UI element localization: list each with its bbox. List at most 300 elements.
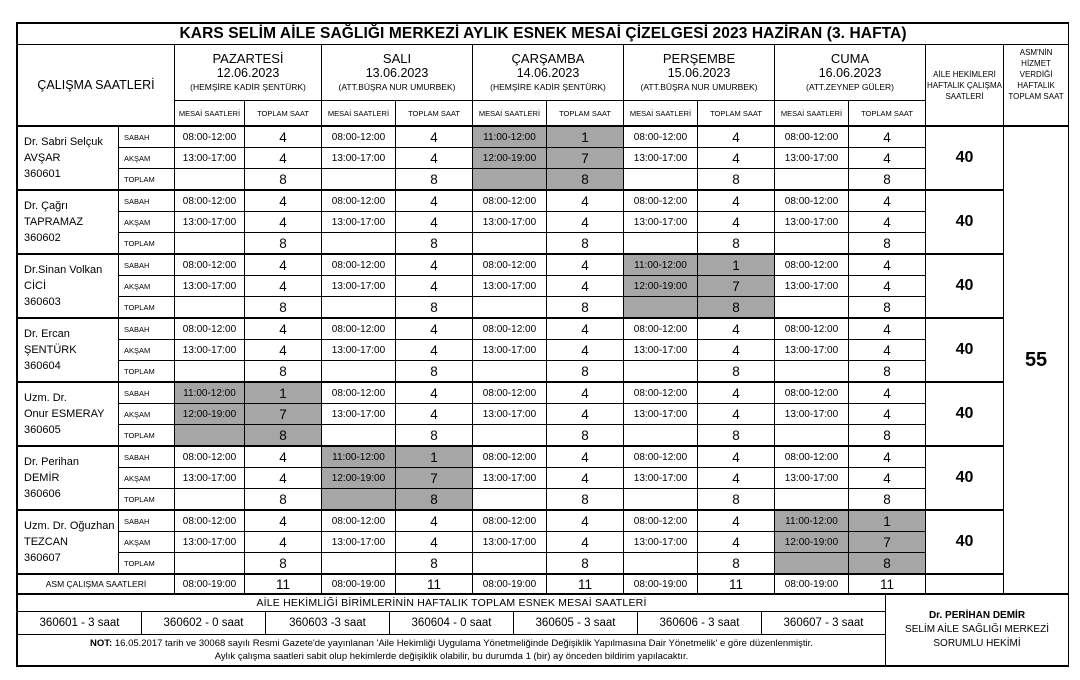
- doctor-name-line2: AVŞAR: [24, 152, 61, 164]
- doctor-row: [18, 468, 1069, 489]
- sabah-hours: 08:00-12:00: [175, 318, 245, 340]
- day-total-blank: [624, 489, 698, 511]
- day-total-blank: [775, 489, 849, 511]
- sabah-hours: 08:00-12:00: [624, 318, 698, 340]
- day-date: 14.06.2023: [516, 65, 580, 80]
- aksam-total: 4: [396, 148, 473, 169]
- aksam-hours: 13:00-17:00: [322, 212, 396, 233]
- mesai-saatleri-subheader: MESAİ SAATLERİ: [175, 101, 245, 127]
- doctor-row: [18, 382, 1069, 404]
- day-total-blank: [473, 361, 547, 383]
- toplam-saat-subheader: TOPLAM SAAT: [547, 101, 624, 127]
- sabah-hours: 11:00-12:00: [175, 382, 245, 404]
- row-label-toplam: TOPLAM: [119, 297, 175, 319]
- doctor-code: 360601: [24, 168, 61, 180]
- sabah-total: 4: [245, 254, 322, 276]
- asm-hours: 08:00-19:00: [775, 574, 849, 594]
- row-label-aksam: AKŞAM: [119, 212, 175, 233]
- flex-summary-item: 360606 - 3 saat: [638, 612, 762, 635]
- doctor-row: [18, 532, 1069, 553]
- aksam-hours: 13:00-17:00: [473, 404, 547, 425]
- day-total: 8: [849, 553, 926, 575]
- schedule-sheet: [16, 22, 1069, 667]
- aksam-total: 4: [849, 148, 926, 169]
- doctor-row: [18, 190, 1069, 212]
- sabah-hours: 11:00-12:00: [775, 510, 849, 532]
- signature-block: [886, 595, 1069, 666]
- doctor-row: [18, 233, 1069, 255]
- row-label-sabah: SABAH: [119, 382, 175, 404]
- aksam-total: 4: [698, 340, 775, 361]
- asm-total-hours: 11: [245, 574, 322, 594]
- sabah-hours: 08:00-12:00: [775, 318, 849, 340]
- footer-table: [17, 594, 1069, 666]
- aksam-total: 4: [396, 340, 473, 361]
- day-total-blank: [473, 233, 547, 255]
- sabah-total: 4: [547, 382, 624, 404]
- doctor-name-cell: [18, 190, 119, 254]
- sabah-total: 4: [396, 126, 473, 148]
- day-total-blank: [473, 297, 547, 319]
- asm-hours: 08:00-19:00: [624, 574, 698, 594]
- doctor-name-cell: [18, 382, 119, 446]
- aksam-total: 4: [849, 404, 926, 425]
- doctor-row: [18, 318, 1069, 340]
- day-total: 8: [245, 425, 322, 447]
- day-duty: (HEMŞİRE KADİR ŞENTÜRK): [490, 81, 606, 92]
- day-total: 8: [396, 553, 473, 575]
- aksam-hours: 13:00-17:00: [175, 468, 245, 489]
- weekly-hours: 40: [926, 382, 1004, 446]
- sabah-hours: 08:00-12:00: [473, 318, 547, 340]
- sabah-total: 4: [396, 318, 473, 340]
- row-label-sabah: SABAH: [119, 510, 175, 532]
- day-total-blank: [175, 169, 245, 191]
- aksam-total: 4: [245, 148, 322, 169]
- sabah-hours: 08:00-12:00: [175, 126, 245, 148]
- row-label-toplam: TOPLAM: [119, 169, 175, 191]
- row-label-toplam: TOPLAM: [119, 553, 175, 575]
- day-total-blank: [175, 361, 245, 383]
- row-label-aksam: AKŞAM: [119, 340, 175, 361]
- doctor-name-line2: DEMİR: [24, 472, 60, 484]
- note-block: [18, 635, 886, 666]
- row-label-toplam: TOPLAM: [119, 361, 175, 383]
- toplam-saat-subheader: TOPLAM SAAT: [396, 101, 473, 127]
- aksam-total: 4: [849, 212, 926, 233]
- sabah-total: 4: [698, 318, 775, 340]
- aksam-hours: 13:00-17:00: [775, 340, 849, 361]
- mesai-saatleri-subheader: MESAİ SAATLERİ: [473, 101, 547, 127]
- aksam-hours: 13:00-17:00: [322, 404, 396, 425]
- sabah-total: 4: [245, 510, 322, 532]
- day-total-blank: [322, 233, 396, 255]
- sabah-total: 4: [849, 318, 926, 340]
- aksam-total: 4: [547, 340, 624, 361]
- aksam-total: 4: [698, 404, 775, 425]
- day-total: 8: [245, 233, 322, 255]
- sabah-total: 4: [547, 510, 624, 532]
- aksam-hours: 13:00-17:00: [473, 468, 547, 489]
- doctor-row: [18, 254, 1069, 276]
- day-total: 8: [547, 489, 624, 511]
- asm-hours: 08:00-19:00: [473, 574, 547, 594]
- aksam-total: 4: [849, 276, 926, 297]
- sabah-total: 4: [849, 190, 926, 212]
- day-total: 8: [698, 297, 775, 319]
- doctor-row: [18, 510, 1069, 532]
- doctor-name-line2: TEZCAN: [24, 536, 68, 548]
- aksam-total: 4: [547, 468, 624, 489]
- aksam-hours: 13:00-17:00: [775, 276, 849, 297]
- aksam-total: 4: [698, 532, 775, 553]
- day-name: CUMA: [830, 50, 870, 66]
- doctor-name-line1: Uzm. Dr.: [24, 392, 67, 404]
- aksam-hours: 13:00-17:00: [624, 148, 698, 169]
- day-total: 8: [396, 361, 473, 383]
- aksam-hours: 12:00-19:00: [473, 148, 547, 169]
- row-label-sabah: SABAH: [119, 126, 175, 148]
- mesai-saatleri-subheader: MESAİ SAATLERİ: [322, 101, 396, 127]
- sabah-total: 4: [547, 318, 624, 340]
- aksam-hours: 12:00-19:00: [175, 404, 245, 425]
- doctor-code: 360604: [24, 360, 61, 372]
- day-total: 8: [698, 425, 775, 447]
- doctor-name-line2: Onur ESMERAY: [24, 408, 105, 420]
- aksam-total: 4: [698, 212, 775, 233]
- aksam-hours: 13:00-17:00: [175, 532, 245, 553]
- flex-summary-item: 360605 - 3 saat: [514, 612, 638, 635]
- sabah-hours: 08:00-12:00: [624, 382, 698, 404]
- aksam-hours: 13:00-17:00: [624, 532, 698, 553]
- doctor-name-line1: Uzm. Dr. Oğuzhan: [24, 520, 115, 532]
- day-duty: (ATT.BÜŞRA NUR UMURBEK): [338, 81, 456, 92]
- sabah-hours: 08:00-12:00: [624, 510, 698, 532]
- aksam-hours: 12:00-19:00: [775, 532, 849, 553]
- sabah-total: 4: [849, 254, 926, 276]
- doctor-name-cell: [18, 510, 119, 574]
- day-total: 8: [698, 233, 775, 255]
- doctor-row: [18, 169, 1069, 191]
- day-total-blank: [322, 425, 396, 447]
- aksam-hours: 13:00-17:00: [322, 276, 396, 297]
- row-label-aksam: AKŞAM: [119, 276, 175, 297]
- sabah-hours: 08:00-12:00: [473, 254, 547, 276]
- day-total-blank: [175, 297, 245, 319]
- day-total-blank: [775, 553, 849, 575]
- aksam-total: 4: [396, 276, 473, 297]
- aksam-hours: 13:00-17:00: [175, 148, 245, 169]
- day-total: 8: [245, 489, 322, 511]
- note-label: NOT:: [90, 638, 113, 649]
- day-total-blank: [624, 233, 698, 255]
- calisma-saatleri-header: ÇALIŞMA SAATLERİ: [18, 45, 175, 127]
- aksam-total: 4: [396, 404, 473, 425]
- aksam-total: 4: [396, 532, 473, 553]
- day-total-blank: [624, 169, 698, 191]
- day-total: 8: [547, 553, 624, 575]
- aksam-hours: 13:00-17:00: [473, 340, 547, 361]
- day-header-3: [624, 45, 775, 101]
- asm-weekly-total: 55: [1004, 126, 1069, 594]
- day-total-blank: [624, 425, 698, 447]
- doctor-name-line1: Dr. Ercan: [24, 328, 70, 340]
- sabah-hours: 08:00-12:00: [175, 254, 245, 276]
- day-total-blank: [175, 489, 245, 511]
- day-total-blank: [175, 553, 245, 575]
- mesai-saatleri-subheader: MESAİ SAATLERİ: [624, 101, 698, 127]
- aksam-total: 4: [245, 212, 322, 233]
- day-total: 8: [245, 361, 322, 383]
- doctor-name-cell: [18, 126, 119, 190]
- day-duty: (HEMŞİRE KADİR ŞENTÜRK): [190, 81, 306, 92]
- doctor-row: [18, 489, 1069, 511]
- day-total-blank: [624, 361, 698, 383]
- sabah-hours: 08:00-12:00: [322, 318, 396, 340]
- day-total: 8: [698, 553, 775, 575]
- doctor-row: [18, 361, 1069, 383]
- day-header-1: [322, 45, 473, 101]
- sabah-total: 4: [698, 446, 775, 468]
- row-label-aksam: AKŞAM: [119, 532, 175, 553]
- aksam-total: 4: [547, 212, 624, 233]
- aksam-hours: 13:00-17:00: [775, 468, 849, 489]
- sabah-total: 4: [396, 190, 473, 212]
- aksam-total: 7: [698, 276, 775, 297]
- day-duty: (ATT.ZEYNEP GÜLER): [805, 81, 894, 92]
- day-date: 15.06.2023: [667, 65, 731, 80]
- sabah-hours: 08:00-12:00: [624, 126, 698, 148]
- doctor-row: [18, 340, 1069, 361]
- sabah-total: 1: [245, 382, 322, 404]
- row-label-toplam: TOPLAM: [119, 489, 175, 511]
- sabah-hours: 11:00-12:00: [624, 254, 698, 276]
- weekly-hours: 40: [926, 126, 1004, 190]
- aksam-total: 4: [245, 468, 322, 489]
- sabah-total: 4: [698, 190, 775, 212]
- note-line2: Aylık çalışma saatleri sabit olup hekimlerde değişiklik olabilir, bu durumda 1 (bir) ay önceden bildirim yapılacaktır.: [214, 651, 689, 662]
- aksam-total: 4: [245, 340, 322, 361]
- doctor-name-line2: ŞENTÜRK: [24, 344, 77, 356]
- sabah-hours: 08:00-12:00: [322, 510, 396, 532]
- aksam-total: 4: [698, 468, 775, 489]
- day-total: 8: [245, 297, 322, 319]
- row-label-aksam: AKŞAM: [119, 468, 175, 489]
- row-label-sabah: SABAH: [119, 446, 175, 468]
- day-total-blank: [775, 425, 849, 447]
- doctor-code: 360603: [24, 296, 61, 308]
- day-total-blank: [775, 233, 849, 255]
- day-total: 8: [849, 489, 926, 511]
- day-name: PAZARTESİ: [212, 50, 284, 66]
- aksam-hours: 13:00-17:00: [322, 532, 396, 553]
- sabah-hours: 08:00-12:00: [322, 254, 396, 276]
- aksam-total: 4: [698, 148, 775, 169]
- sheet-title: KARS SELİM AİLE SAĞLIĞI MERKEZİ AYLIK ESNEK MESAİ ÇİZELGESİ 2023 HAZİRAN (3. HAFTA): [18, 24, 1069, 45]
- day-total-blank: [775, 297, 849, 319]
- sabah-hours: 08:00-12:00: [624, 446, 698, 468]
- aksam-hours: 13:00-17:00: [473, 276, 547, 297]
- aksam-total: 7: [547, 148, 624, 169]
- flex-summary-item: 360607 - 3 saat: [762, 612, 886, 635]
- asm-total-hours: 11: [547, 574, 624, 594]
- sabah-hours: 08:00-12:00: [473, 446, 547, 468]
- day-total-blank: [175, 233, 245, 255]
- sabah-hours: 08:00-12:00: [775, 446, 849, 468]
- aksam-hours: 13:00-17:00: [175, 276, 245, 297]
- sabah-total: 4: [245, 190, 322, 212]
- sabah-total: 1: [698, 254, 775, 276]
- aksam-total: 4: [849, 340, 926, 361]
- day-total-blank: [775, 169, 849, 191]
- sabah-total: 4: [547, 446, 624, 468]
- aksam-hours: 13:00-17:00: [624, 212, 698, 233]
- day-total-blank: [322, 361, 396, 383]
- asm-row-blank: [926, 574, 1004, 594]
- signature-name: Dr. PERİHAN DEMİR: [928, 610, 1026, 621]
- asm-calisma-label: ASM ÇALIŞMA SAATLERİ: [18, 574, 175, 594]
- toplam-saat-subheader: TOPLAM SAAT: [245, 101, 322, 127]
- toplam-saat-subheader: TOPLAM SAAT: [698, 101, 775, 127]
- day-total: 8: [849, 297, 926, 319]
- day-total: 8: [547, 233, 624, 255]
- row-label-sabah: SABAH: [119, 318, 175, 340]
- day-total-blank: [473, 489, 547, 511]
- day-total: 8: [245, 553, 322, 575]
- doctor-code: 360605: [24, 424, 61, 436]
- day-total: 8: [396, 489, 473, 511]
- aksam-hours: 13:00-17:00: [775, 404, 849, 425]
- doctor-name-line2: CİCİ: [24, 280, 46, 292]
- sabah-hours: 11:00-12:00: [473, 126, 547, 148]
- flex-summary-item: 360603 -3 saat: [266, 612, 390, 635]
- weekly-hours: 40: [926, 190, 1004, 254]
- asm-hizmet-header: ASM'NİN HİZMET VERDİĞİ HAFTALIK TOPLAM SAAT: [1004, 45, 1069, 127]
- aksam-total: 4: [547, 532, 624, 553]
- aksam-hours: 13:00-17:00: [175, 340, 245, 361]
- day-header-4: [775, 45, 926, 101]
- sabah-total: 4: [698, 382, 775, 404]
- aksam-total: 4: [245, 276, 322, 297]
- day-name: PERŞEMBE: [662, 50, 736, 66]
- day-total-blank: [322, 297, 396, 319]
- aksam-total: 7: [849, 532, 926, 553]
- sabah-hours: 08:00-12:00: [775, 382, 849, 404]
- aksam-hours: 13:00-17:00: [624, 404, 698, 425]
- aksam-hours: 13:00-17:00: [624, 468, 698, 489]
- asm-hours: 08:00-19:00: [175, 574, 245, 594]
- sabah-total: 4: [396, 254, 473, 276]
- weekly-hours: 40: [926, 318, 1004, 382]
- doctor-row: [18, 126, 1069, 148]
- aksam-hours: 12:00-19:00: [624, 276, 698, 297]
- day-date: 12.06.2023: [216, 65, 280, 80]
- aksam-hours: 13:00-17:00: [322, 148, 396, 169]
- aksam-total: 4: [245, 532, 322, 553]
- sabah-hours: 08:00-12:00: [175, 510, 245, 532]
- asm-calisma-row: [18, 574, 1069, 594]
- day-name: SALI: [382, 50, 412, 66]
- day-total: 8: [849, 169, 926, 191]
- toplam-saat-subheader: TOPLAM SAAT: [849, 101, 926, 127]
- doctor-code: 360606: [24, 488, 61, 500]
- sabah-total: 1: [547, 126, 624, 148]
- row-label-aksam: AKŞAM: [119, 148, 175, 169]
- note-line1: 16.05.2017 tarih ve 30068 sayılı Resmi Gazete'de yayınlanan 'Aile Hekimliği Uygulama Yönetmeliğinde Değişiklik Yapılmasına Dair Yönetmelik' e göre düzenlenmiştir.: [114, 638, 813, 649]
- aksam-hours: 13:00-17:00: [175, 212, 245, 233]
- sabah-hours: 08:00-12:00: [175, 190, 245, 212]
- flex-summary-item: 360601 - 3 saat: [18, 612, 142, 635]
- day-total: 8: [547, 169, 624, 191]
- asm-total-hours: 11: [849, 574, 926, 594]
- day-total: 8: [396, 233, 473, 255]
- sabah-hours: 11:00-12:00: [322, 446, 396, 468]
- day-date: 13.06.2023: [365, 65, 429, 80]
- aksam-hours: 13:00-17:00: [775, 212, 849, 233]
- day-total-blank: [473, 425, 547, 447]
- aksam-hours: 12:00-19:00: [322, 468, 396, 489]
- doctor-row: [18, 276, 1069, 297]
- aksam-total: 4: [547, 276, 624, 297]
- sabah-total: 4: [849, 126, 926, 148]
- day-total: 8: [698, 361, 775, 383]
- row-label-toplam: TOPLAM: [119, 425, 175, 447]
- day-total: 8: [245, 169, 322, 191]
- sabah-hours: 08:00-12:00: [473, 382, 547, 404]
- row-label-aksam: AKŞAM: [119, 404, 175, 425]
- day-total: 8: [396, 425, 473, 447]
- day-header-0: [175, 45, 322, 101]
- doctor-name-line2: TAPRAMAZ: [24, 216, 84, 228]
- weekly-hours: 40: [926, 446, 1004, 510]
- row-label-sabah: SABAH: [119, 190, 175, 212]
- doctor-code: 360607: [24, 552, 61, 564]
- day-name: ÇARŞAMBA: [511, 50, 585, 66]
- sabah-total: 4: [849, 382, 926, 404]
- sabah-total: 4: [849, 446, 926, 468]
- sabah-total: 4: [698, 126, 775, 148]
- day-total-blank: [624, 297, 698, 319]
- aksam-total: 4: [849, 468, 926, 489]
- sabah-total: 4: [547, 190, 624, 212]
- day-total: 8: [698, 169, 775, 191]
- row-label-sabah: SABAH: [119, 254, 175, 276]
- day-total: 8: [849, 361, 926, 383]
- schedule-table: [17, 23, 1069, 594]
- sabah-hours: 08:00-12:00: [473, 190, 547, 212]
- day-total-blank: [775, 361, 849, 383]
- day-duty: (ATT.BÜŞRA NUR UMURBEK): [640, 81, 758, 92]
- mesai-saatleri-subheader: MESAİ SAATLERİ: [775, 101, 849, 127]
- sabah-total: 4: [547, 254, 624, 276]
- day-total: 8: [849, 233, 926, 255]
- signature-line1: SELİM AİLE SAĞLIĞI MERKEZİ: [905, 624, 1049, 635]
- doctor-name-line1: Dr. Çağrı: [24, 200, 69, 212]
- doctor-row: [18, 404, 1069, 425]
- day-total-blank: [624, 553, 698, 575]
- flex-summary-title: AİLE HEKİMLİĞİ BİRİMLERİNİN HAFTALIK TOPLAM ESNEK MESAİ SAATLERİ: [18, 595, 886, 612]
- sabah-total: 4: [245, 446, 322, 468]
- day-total: 8: [396, 169, 473, 191]
- day-total: 8: [396, 297, 473, 319]
- aksam-hours: 13:00-17:00: [624, 340, 698, 361]
- day-total-blank: [175, 425, 245, 447]
- aksam-hours: 13:00-17:00: [775, 148, 849, 169]
- asm-total-hours: 11: [396, 574, 473, 594]
- aksam-hours: 13:00-17:00: [473, 212, 547, 233]
- sabah-hours: 08:00-12:00: [322, 382, 396, 404]
- doctor-name-line1: Dr.Sinan Volkan: [24, 264, 103, 276]
